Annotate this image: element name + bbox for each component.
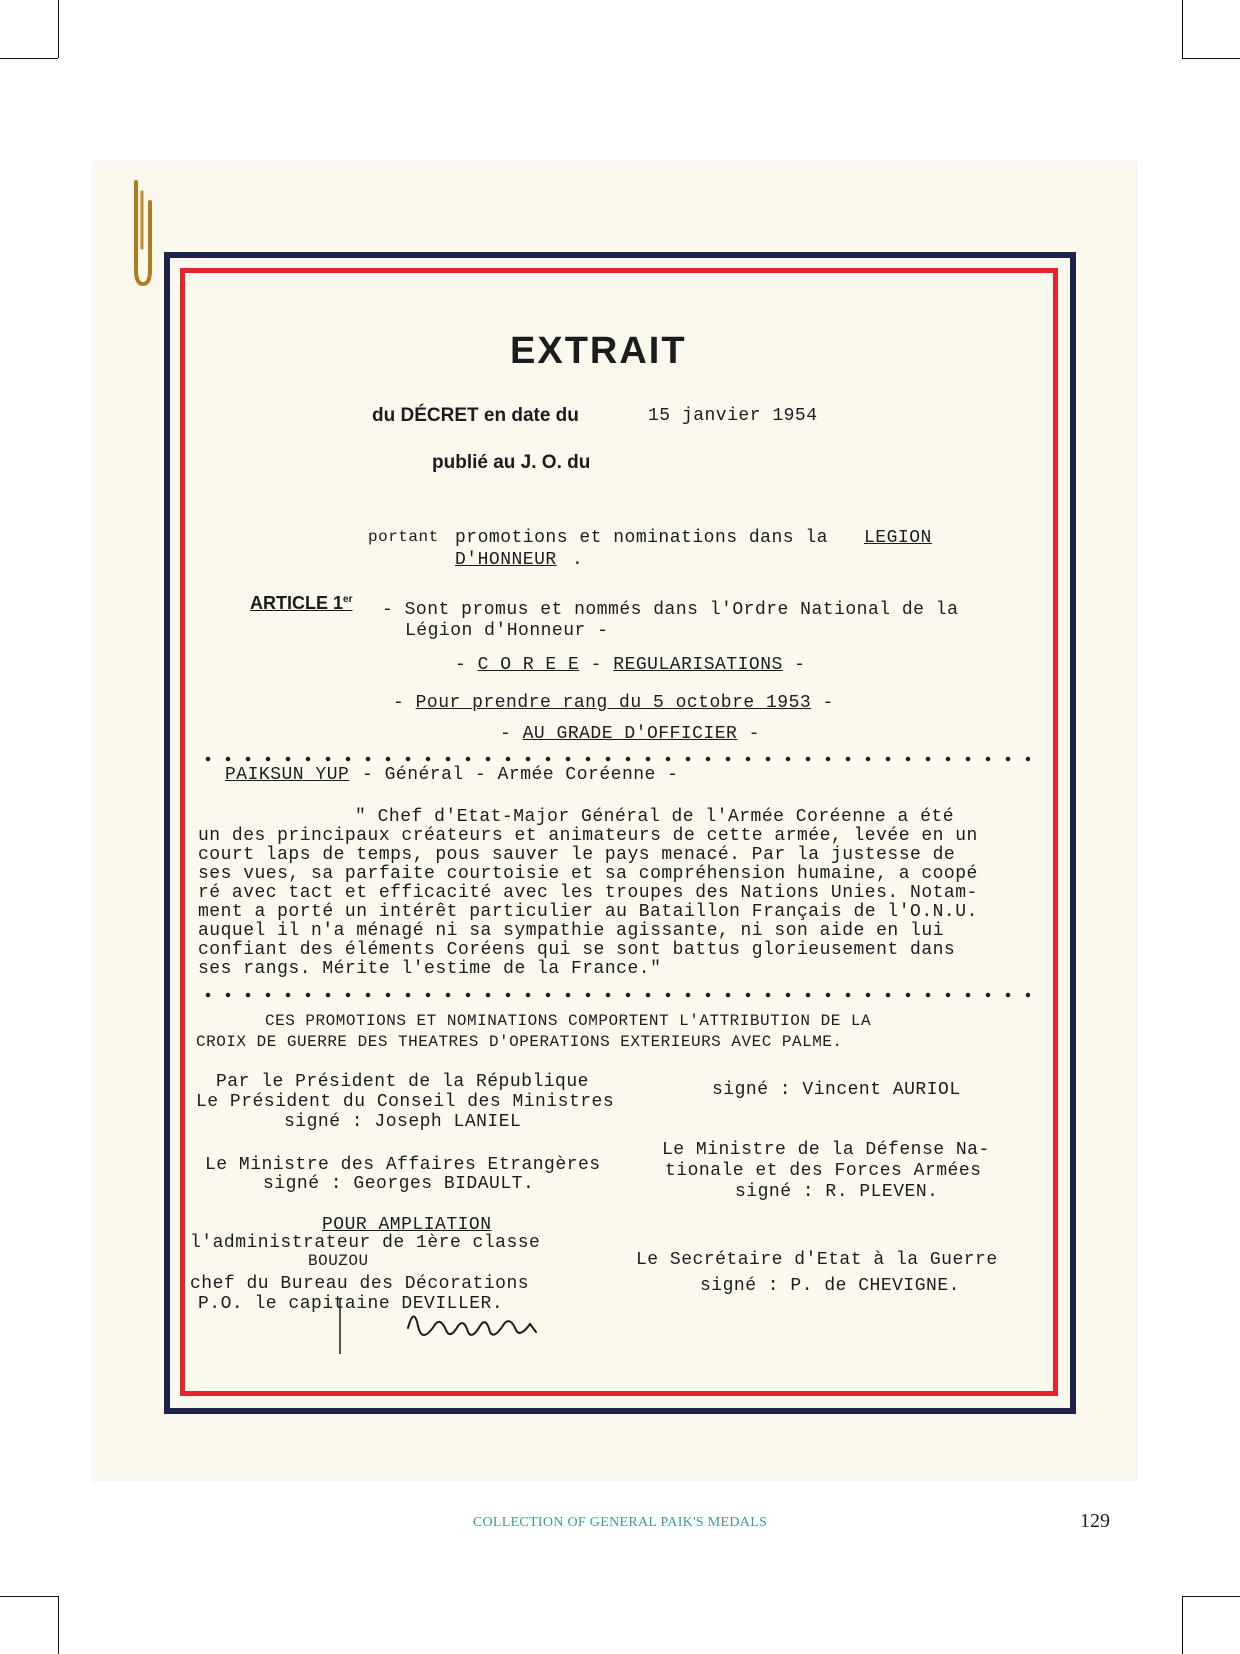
coree-dash-right: - bbox=[794, 655, 806, 675]
coree-line bbox=[455, 655, 805, 675]
secretary-line-1: Le Secrétaire d'Etat à la Guerre bbox=[636, 1250, 998, 1270]
article-line-2: Légion d'Honneur - bbox=[405, 621, 609, 641]
defense-minister-line-3: signé : R. PLEVEN. bbox=[735, 1182, 939, 1202]
coree-word: C O R E E bbox=[477, 655, 580, 675]
recipient-name: PAIKSUN YUP bbox=[225, 765, 350, 785]
citation-line: " Chef d'Etat-Major Général de l'Armée Coréenne a été bbox=[355, 807, 954, 827]
document-title: EXTRAIT bbox=[510, 330, 687, 372]
decree-prefix: du DÉCRET en date du bbox=[372, 405, 579, 426]
article-line-1: - Sont promus et nommés dans l'Ordre National de la bbox=[382, 600, 959, 620]
regularisations-word: REGULARISATIONS bbox=[613, 655, 783, 675]
auriol-signature: signé : Vincent AURIOL bbox=[712, 1080, 961, 1100]
citation-line: ses rangs. Mérite l'estime de la France." bbox=[198, 959, 662, 979]
foreign-minister-line-2: signé : Georges BIDAULT. bbox=[263, 1174, 535, 1194]
citation-line: court laps de temps, pous sauver le pays menacé. Par la justesse de bbox=[198, 845, 956, 865]
legion-period: . bbox=[572, 550, 584, 570]
handwritten-signature bbox=[330, 1296, 570, 1356]
page-number: 129 bbox=[1080, 1510, 1110, 1532]
legion-word-1: LEGION bbox=[864, 528, 932, 548]
croix-line-1: CES PROMOTIONS ET NOMINATIONS COMPORTENT L'ATTRIBUTION DE LA bbox=[265, 1012, 872, 1030]
dotted-separator-top bbox=[198, 756, 1030, 762]
recipient-rank: - Général - Armée Coréenne - bbox=[362, 765, 679, 785]
president-line-2: Le Président du Conseil des Ministres bbox=[196, 1092, 615, 1112]
citation-line: un des principaux créateurs et animateurs de cette armée, levée en un bbox=[198, 826, 978, 846]
administrator-line-2: BOUZOU bbox=[308, 1252, 369, 1270]
grade-line bbox=[500, 724, 760, 744]
citation-line: confiant des éléments Coréens qui se sont battus glorieusement dans bbox=[198, 940, 956, 960]
article-label-text: ARTICLE 1 bbox=[250, 593, 344, 613]
footer-caption: COLLECTION OF GENERAL PAIK'S MEDALS bbox=[472, 1515, 768, 1530]
croix-line-2: CROIX DE GUERRE DES THEATRES D'OPERATIONS EXTERIEURS AVEC PALME. bbox=[196, 1033, 843, 1051]
crop-mark-bottom-right-v bbox=[1182, 1596, 1183, 1654]
ampliation-title: POUR AMPLIATION bbox=[322, 1215, 492, 1235]
grade-dash-left: - bbox=[500, 724, 512, 744]
dotted-separator-bottom bbox=[198, 992, 1030, 998]
administrator-line-3: chef du Bureau des Décorations bbox=[190, 1274, 530, 1294]
rang-dash-right: - bbox=[822, 693, 834, 713]
crop-mark-top-left-h bbox=[0, 58, 58, 59]
legion-word-2: D'HONNEUR bbox=[455, 550, 557, 570]
crop-mark-bottom-left-h bbox=[0, 1596, 58, 1597]
paper-clip-icon bbox=[128, 178, 158, 290]
administrator-line-4: P.O. le capitaine DEVILLER. bbox=[198, 1294, 504, 1314]
crop-mark-top-left-v bbox=[58, 0, 59, 58]
president-line-1: Par le Président de la République bbox=[216, 1072, 589, 1092]
coree-dash-mid: - bbox=[590, 655, 602, 675]
citation-line: auquel il n'a ménagé ni sa sympathie agissante, ni son aide en lui bbox=[198, 921, 944, 941]
article-label-sup: er bbox=[343, 594, 353, 605]
rang-line bbox=[393, 693, 834, 713]
rang-text: Pour prendre rang du 5 octobre 1953 bbox=[415, 693, 812, 713]
administrator-line-1: l'administrateur de 1ère classe bbox=[190, 1233, 541, 1253]
grade-text: AU GRADE D'OFFICIER bbox=[522, 724, 738, 744]
rang-dash-left: - bbox=[393, 693, 405, 713]
crop-mark-top-right-v bbox=[1182, 0, 1183, 58]
secretary-line-2: signé : P. de CHEVIGNE. bbox=[700, 1276, 960, 1296]
crop-mark-top-right-h bbox=[1182, 58, 1240, 59]
publication-line: publié au J. O. du bbox=[432, 452, 591, 473]
president-line-3: signé : Joseph LANIEL bbox=[284, 1112, 522, 1132]
citation-line: ré avec tact et efficacité avec les troupes des Nations Unies. Notam- bbox=[198, 883, 978, 903]
crop-mark-bottom-right-h bbox=[1182, 1596, 1240, 1597]
decree-date: 15 janvier 1954 bbox=[648, 406, 818, 426]
defense-minister-line-1: Le Ministre de la Défense Na- bbox=[662, 1140, 990, 1160]
citation-line: ment a porté un intérêt particulier au Bataillon Français de l'O.N.U. bbox=[198, 902, 978, 922]
citation-line: ses vues, sa parfaite courtoisie et sa compréhension humaine, a coopé bbox=[198, 864, 978, 884]
crop-mark-bottom-left-v bbox=[58, 1596, 59, 1654]
defense-minister-line-2: tionale et des Forces Armées bbox=[665, 1161, 982, 1181]
coree-dash-left: - bbox=[455, 655, 467, 675]
grade-dash-right: - bbox=[748, 724, 760, 744]
portant-text: promotions et nominations dans la bbox=[455, 528, 828, 548]
portant-label: portant bbox=[368, 528, 439, 546]
article-label bbox=[250, 593, 352, 614]
foreign-minister-line-1: Le Ministre des Affaires Etrangères bbox=[205, 1155, 601, 1175]
